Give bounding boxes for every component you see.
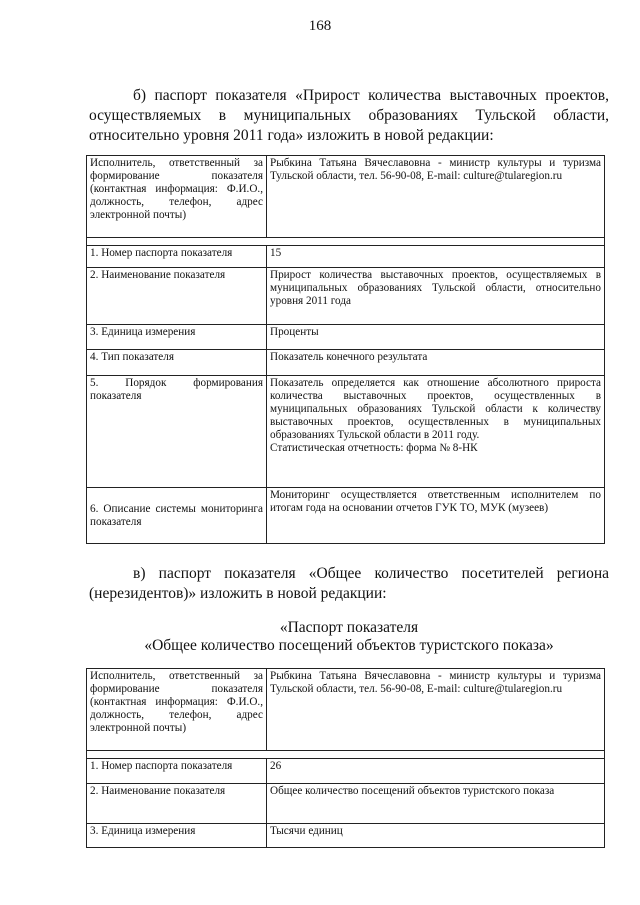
table-row [87,669,605,751]
section-v-intro [89,564,609,604]
passport-heading-line2: «Общее количество посещений объектов туристского показа» [144,637,554,654]
row-value: Показатель конечного результата [267,350,605,376]
row-value: Рыбкина Татьяна Вячеславовна - министр культуры и туризма Тульской области, тел. 56-90-08, E-mail: culture@tularegion.ru [267,669,605,751]
page-number: 168 [308,18,332,34]
row-label: Исполнитель, ответственный за формирование показателя (контактная информация: Ф.И.О., должность, телефон, адрес электронной почты) [87,669,267,751]
table-row [87,156,605,238]
row-value: 15 [267,246,605,268]
table-row [87,759,605,784]
row-label: 3. Единица измерения [87,824,267,848]
table-row [87,376,605,488]
row-value: Рыбкина Татьяна Вячеславовна - министр культуры и туризма Тульской области, тел. 56-90-08, E-mail: culture@tularegion.ru [267,156,605,238]
table-row [87,246,605,268]
table-row [87,784,605,824]
row-value-text: Показатель определяется как отношение абсолютного прироста количества выставочных проектов, осуществленных в муниципальных образованиях Тульской области к количеству выставочных проектов, осуществленных в муниципальных образованиях Тульской области в 2011 году. [270,377,601,441]
section-b-intro-text: б) паспорт показателя «Прирост количества выставочных проектов, осуществляемых в муниципальных образованиях Тульской области, относительно уровня 2011 года» изложить в новой редакции: [89,87,609,144]
row-label: 4. Тип показателя [87,350,267,376]
table-row [87,488,605,544]
table-row [87,325,605,350]
row-label: 3. Единица измерения [87,325,267,350]
row-label: 2. Наименование показателя [87,784,267,824]
row-value [267,376,605,488]
row-label: 1. Номер паспорта показателя [87,246,267,268]
table-row [87,824,605,848]
section-v-intro-text: в) паспорт показателя «Общее количество посетителей региона (нерезидентов)» изложить в новой редакции: [89,565,609,602]
row-value: 26 [267,759,605,784]
passport-table-26 [86,668,605,848]
section-b-intro [89,86,609,146]
row-label: Исполнитель, ответственный за формирование показателя (контактная информация: Ф.И.О., должность, телефон, адрес электронной почты) [87,156,267,238]
row-label: 6. Описание системы мониторинга показателя [87,488,267,544]
row-value-extra: Статистическая отчетность: форма № 8-НК [270,442,478,454]
row-label: 1. Номер паспорта показателя [87,759,267,784]
passport-heading-line1: «Паспорт показателя [279,619,419,636]
table-row [87,268,605,325]
row-label: 5. Порядок формирования показателя [87,376,267,488]
row-value: Общее количество посещений объектов туристского показа [267,784,605,824]
row-value: Тысячи единиц [267,824,605,848]
row-value: Прирост количества выставочных проектов, осуществляемых в муниципальных образованиях Тульской области, относительно уровня 2011 года [267,268,605,325]
passport-table-15 [86,155,605,544]
row-value: Мониторинг осуществляется ответственным исполнителем по итогам года на основании отчетов ГУК ТО, МУК (музеев) [267,488,605,544]
table-row [87,350,605,376]
row-value: Проценты [267,325,605,350]
row-label: 2. Наименование показателя [87,268,267,325]
